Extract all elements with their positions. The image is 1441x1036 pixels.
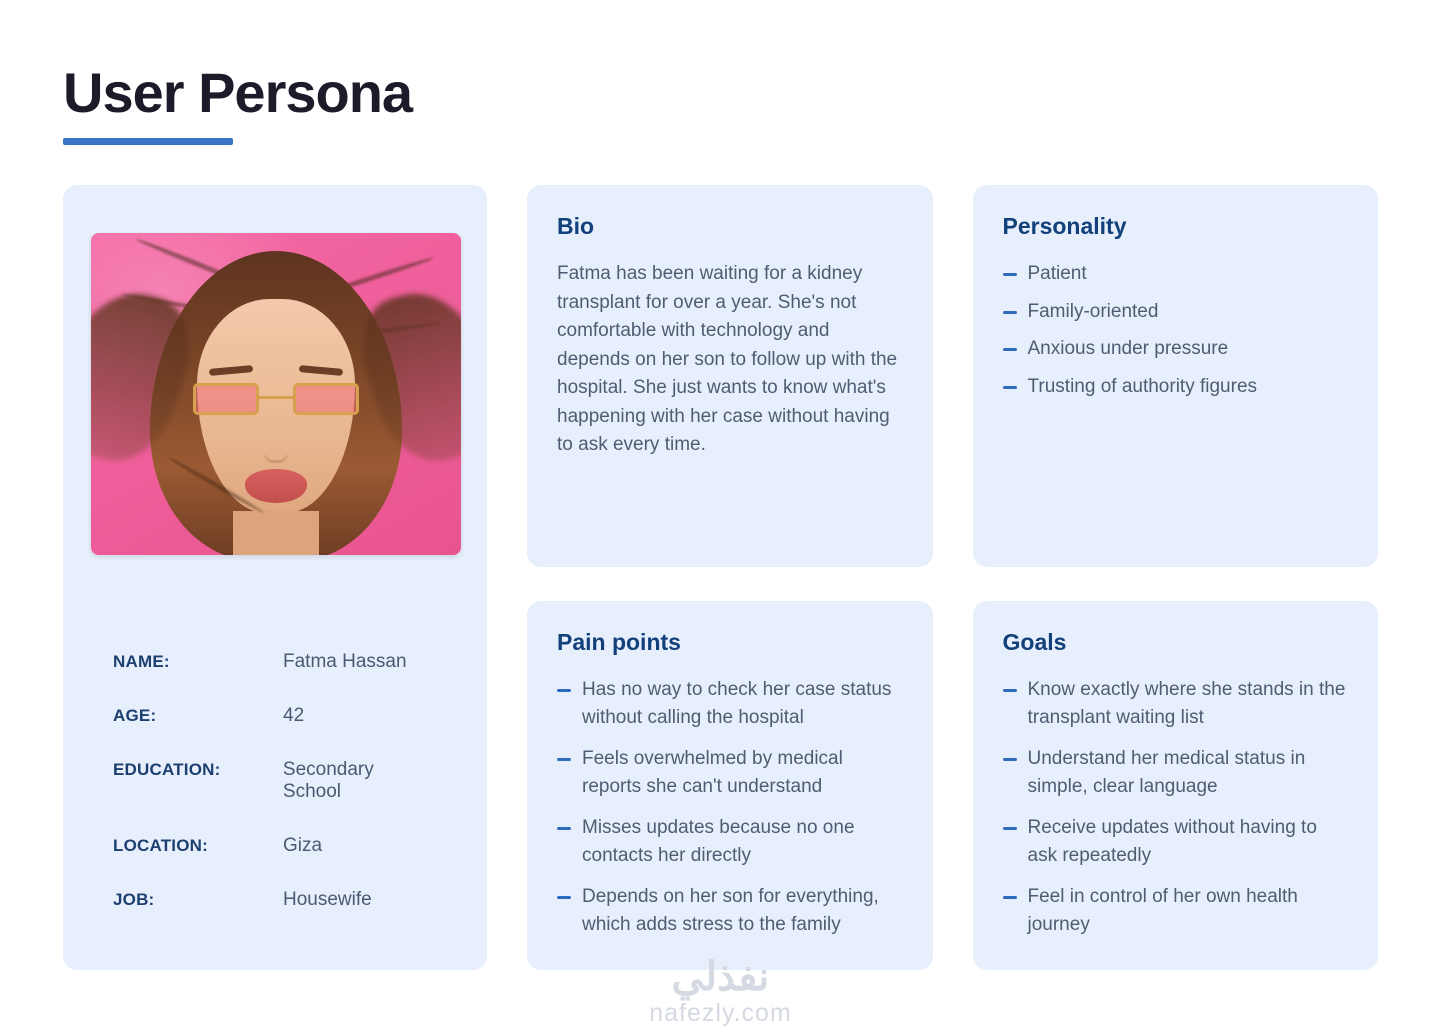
list-item-label: Anxious under pressure — [1027, 338, 1229, 360]
profile-facts — [91, 651, 459, 911]
fact-value: Giza — [283, 835, 323, 856]
fact-label: JOB: — [113, 890, 155, 909]
dash-bullet-icon — [557, 689, 571, 692]
dash-bullet-icon — [1003, 758, 1017, 761]
pain-points-list — [557, 676, 903, 938]
sunglasses — [193, 383, 359, 419]
bio-title: Bio — [557, 213, 595, 239]
nose-shape — [263, 429, 289, 463]
list-item — [1003, 814, 1349, 869]
dash-bullet-icon — [557, 758, 571, 761]
dash-bullet-icon — [1003, 689, 1017, 692]
profile-card — [63, 185, 487, 970]
list-item — [557, 676, 903, 731]
dash-bullet-icon — [1003, 386, 1017, 389]
profile-column — [63, 185, 487, 970]
fact-row-age — [113, 705, 437, 727]
glasses-bridge — [259, 396, 293, 399]
watermark-arabic: نفذلي — [671, 955, 770, 999]
dash-bullet-icon — [557, 827, 571, 830]
page-title: User Persona — [63, 61, 413, 124]
goals-title: Goals — [1002, 629, 1067, 655]
fact-label: AGE: — [113, 706, 157, 725]
list-item — [1003, 373, 1349, 401]
list-item — [1003, 745, 1349, 800]
list-item-label: Understand her medical status in simple, clear language — [1027, 748, 1306, 797]
list-item — [557, 814, 903, 869]
list-item-label: Trusting of authority figures — [1027, 375, 1258, 397]
list-item — [1003, 298, 1349, 326]
fact-value: Fatma Hassan — [283, 651, 407, 672]
list-item — [557, 883, 903, 938]
fact-row-location — [113, 835, 437, 857]
info-columns — [527, 185, 1378, 970]
dash-bullet-icon — [557, 896, 571, 899]
list-item-label: Misses updates because no one contacts her directly — [582, 817, 855, 866]
fact-label: NAME: — [113, 652, 170, 671]
list-item-label: Has no way to check her case status without calling the hospital — [582, 679, 892, 728]
neck-shape — [233, 511, 319, 555]
list-item-label: Feels overwhelmed by medical reports she can't understand — [582, 748, 843, 797]
persona-content — [63, 185, 1378, 970]
lips-shape — [245, 469, 307, 503]
fact-value: 42 — [283, 705, 305, 726]
list-item — [1003, 335, 1349, 363]
watermark — [649, 957, 792, 1028]
bio-text: Fatma has been waiting for a kidney transplant for over a year. She's not comfortable with technology and depends on her son to follow up with the hospital. She just wants to know what's happening with her case without having to ask every time. — [557, 263, 898, 455]
fact-label: EDUCATION: — [113, 760, 221, 779]
list-item-label: Patient — [1027, 263, 1087, 284]
list-item-label: Feel in control of her own health journey — [1027, 886, 1298, 935]
dash-bullet-icon — [1003, 348, 1017, 351]
fact-row-name — [113, 651, 437, 673]
list-item-label: Know exactly where she stands in the transplant waiting list — [1027, 679, 1346, 728]
right-column — [973, 185, 1379, 970]
goals-list — [1003, 676, 1349, 938]
fact-label: LOCATION: — [113, 836, 208, 855]
fact-row-education — [113, 759, 437, 803]
pain-points-title: Pain points — [557, 629, 681, 655]
list-item — [1003, 676, 1349, 731]
personality-title: Personality — [1002, 213, 1127, 239]
list-item-label: Depends on her son for everything, which adds stress to the family — [582, 886, 879, 935]
personality-list — [1003, 260, 1349, 400]
fact-value: Housewife — [283, 889, 372, 910]
page-title-block — [63, 62, 412, 145]
dash-bullet-icon — [1003, 311, 1017, 314]
pain-points-card — [527, 601, 933, 970]
middle-column — [527, 185, 933, 970]
bio-card — [527, 185, 933, 567]
list-item — [1003, 260, 1349, 288]
dash-bullet-icon — [1003, 273, 1017, 276]
list-item-label: Family-oriented — [1027, 300, 1159, 322]
personality-card — [973, 185, 1379, 567]
dash-bullet-icon — [1003, 896, 1017, 899]
list-item-label: Receive updates without having to ask repeatedly — [1027, 817, 1317, 866]
persona-photo — [91, 233, 461, 555]
fact-value: Secondary School — [282, 759, 374, 802]
dash-bullet-icon — [1003, 827, 1017, 830]
watermark-latin: nafezly.com — [649, 999, 792, 1027]
lens-left — [193, 383, 259, 415]
list-item — [1003, 883, 1349, 938]
fact-row-job — [113, 889, 437, 911]
list-item — [557, 745, 903, 800]
title-underline — [63, 138, 233, 145]
lens-right — [293, 383, 359, 415]
goals-card — [973, 601, 1379, 970]
